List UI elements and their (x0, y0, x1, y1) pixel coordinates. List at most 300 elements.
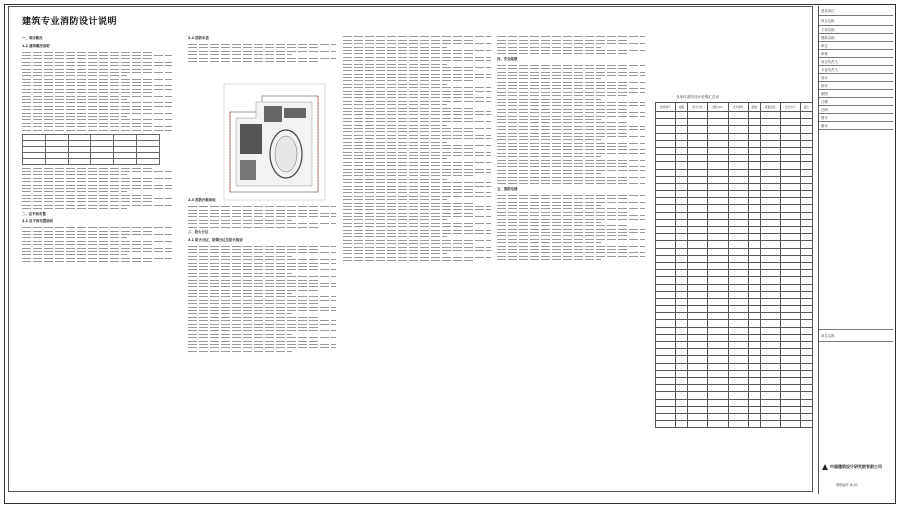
table-cell (748, 270, 760, 277)
section-subheading: 2.1 总平面布置说明 (22, 219, 53, 224)
table-row (656, 155, 813, 162)
table-cell (728, 212, 748, 219)
table-cell (656, 377, 676, 384)
table-cell (708, 277, 729, 284)
table-cell (688, 126, 708, 133)
table-cell (688, 234, 708, 241)
table-cell (708, 291, 729, 298)
title-block-row: 项目名称 (819, 16, 893, 26)
table-cell (728, 349, 748, 356)
table-row (656, 356, 813, 363)
table-cell (675, 241, 687, 248)
table-cell (656, 183, 676, 190)
table-cell (760, 320, 780, 327)
table-cell (780, 291, 800, 298)
table-cell (708, 155, 729, 162)
table-cell (748, 162, 760, 169)
table-cell (675, 377, 687, 384)
table-cell (800, 406, 812, 413)
table-cell (708, 284, 729, 291)
table-cell (748, 377, 760, 384)
table-cell (656, 421, 676, 428)
table-row (656, 298, 813, 305)
table-cell (800, 334, 812, 341)
table-cell (800, 205, 812, 212)
table-cell (760, 342, 780, 349)
table-cell (708, 133, 729, 140)
table-cell (675, 219, 687, 226)
table-cell (688, 349, 708, 356)
table-cell (708, 119, 729, 126)
table-cell (688, 334, 708, 341)
table-cell (748, 291, 760, 298)
table-cell (688, 413, 708, 420)
table-cell (675, 392, 687, 399)
table-cell (760, 349, 780, 356)
table-cell (760, 313, 780, 320)
table-cell (656, 406, 676, 413)
table-cell (688, 155, 708, 162)
table-header: 防火分区 (688, 103, 708, 112)
table-cell (656, 327, 676, 334)
table-cell (675, 205, 687, 212)
table-cell (760, 162, 780, 169)
table-cell (780, 212, 800, 219)
table-cell (748, 155, 760, 162)
drawing-title: 建筑专业消防设计说明 (22, 17, 118, 27)
table-row (656, 320, 813, 327)
table-cell (748, 284, 760, 291)
table-row (656, 198, 813, 205)
table-cell (708, 334, 729, 341)
table-cell (780, 349, 800, 356)
title-block-row: 版本 (819, 122, 893, 130)
table-cell (760, 356, 780, 363)
table-cell (656, 349, 676, 356)
table-row (656, 176, 813, 183)
table-cell (688, 183, 708, 190)
table-cell (675, 255, 687, 262)
table-cell (728, 363, 748, 370)
table-cell (780, 392, 800, 399)
table-cell (708, 270, 729, 277)
table-cell (675, 363, 687, 370)
table-cell (688, 370, 708, 377)
table-cell (675, 327, 687, 334)
table-cell (708, 198, 729, 205)
table-cell (728, 262, 748, 269)
table-row (656, 277, 813, 284)
table-cell (688, 284, 708, 291)
table-cell (688, 377, 708, 384)
table-cell (708, 327, 729, 334)
table-cell (760, 277, 780, 284)
table-cell (675, 334, 687, 341)
table-cell (748, 298, 760, 305)
table-cell (708, 147, 729, 154)
table-cell (780, 183, 800, 190)
section-heading: 二、总平面布置 (22, 211, 46, 216)
table-cell (708, 205, 729, 212)
table-cell (800, 262, 812, 269)
table-cell (728, 327, 748, 334)
table-cell (800, 140, 812, 147)
table-cell (728, 147, 748, 154)
table-cell (656, 313, 676, 320)
table-cell (760, 385, 780, 392)
table-cell (688, 112, 708, 119)
table-cell (728, 176, 748, 183)
table-cell (800, 126, 812, 133)
table-cell (688, 399, 708, 406)
section-subheading: 3.1 防火分区、防烟分区及防火构造 (188, 237, 243, 242)
table-cell (748, 133, 760, 140)
table-cell (675, 133, 687, 140)
title-block-row: 图号 (819, 114, 893, 122)
table-cell (800, 392, 812, 399)
table-cell (728, 198, 748, 205)
table-cell (656, 370, 676, 377)
table-cell (675, 162, 687, 169)
table-cell (675, 176, 687, 183)
table-cell (675, 306, 687, 313)
table-cell (780, 140, 800, 147)
table-cell (728, 413, 748, 420)
table-row (656, 406, 813, 413)
table-cell (656, 356, 676, 363)
table-cell (656, 291, 676, 298)
table-cell (675, 342, 687, 349)
table-cell (728, 377, 748, 384)
table-cell (708, 349, 729, 356)
table-cell (688, 255, 708, 262)
table-cell (760, 248, 780, 255)
table-cell (688, 356, 708, 363)
table-cell (708, 219, 729, 226)
table-cell (675, 284, 687, 291)
table-cell (708, 255, 729, 262)
table-cell (728, 421, 748, 428)
table-cell (708, 298, 729, 305)
table-row (656, 262, 813, 269)
table-row (656, 227, 813, 234)
table-cell (728, 356, 748, 363)
table-cell (760, 241, 780, 248)
table-cell (675, 169, 687, 176)
table-cell (800, 313, 812, 320)
table-row (656, 126, 813, 133)
table-cell (688, 298, 708, 305)
table-cell (800, 176, 812, 183)
title-block-notes-area (819, 130, 893, 330)
table-cell (780, 191, 800, 198)
table-cell (780, 356, 800, 363)
table-cell (728, 219, 748, 226)
table-cell (780, 334, 800, 341)
table-cell (748, 370, 760, 377)
table-cell (760, 327, 780, 334)
table-cell (748, 306, 760, 313)
table-cell (688, 227, 708, 234)
table-cell (748, 248, 760, 255)
table-cell (708, 320, 729, 327)
table-cell (675, 112, 687, 119)
table-cell (760, 119, 780, 126)
table-cell (780, 277, 800, 284)
table-cell (780, 370, 800, 377)
table-cell (708, 385, 729, 392)
table-cell (760, 155, 780, 162)
table-cell (748, 320, 760, 327)
table-cell (728, 298, 748, 305)
table-cell (688, 291, 708, 298)
table-row (656, 349, 813, 356)
table-cell (760, 219, 780, 226)
table-cell (780, 342, 800, 349)
table-cell (760, 212, 780, 219)
table-cell (780, 413, 800, 420)
table-cell (688, 191, 708, 198)
text-column-1 (22, 34, 172, 474)
table-cell (780, 320, 800, 327)
table-cell (656, 191, 676, 198)
table-cell (675, 313, 687, 320)
table-cell (675, 212, 687, 219)
table-cell (675, 291, 687, 298)
table-row (656, 147, 813, 154)
table-cell (748, 399, 760, 406)
table-cell (748, 255, 760, 262)
table-cell (708, 363, 729, 370)
table-cell (760, 298, 780, 305)
table-row (656, 334, 813, 341)
table-cell (760, 183, 780, 190)
table-cell (656, 227, 676, 234)
table-cell (688, 327, 708, 334)
table-cell (728, 140, 748, 147)
table-cell (760, 227, 780, 234)
table-cell (800, 327, 812, 334)
table-cell (728, 234, 748, 241)
table-cell (748, 262, 760, 269)
table-cell (780, 162, 800, 169)
table-cell (760, 126, 780, 133)
table-cell (675, 298, 687, 305)
table-cell (760, 169, 780, 176)
table-cell (708, 126, 729, 133)
table-cell (760, 399, 780, 406)
table-cell (748, 406, 760, 413)
company-logo-icon (822, 464, 828, 470)
table-row (656, 140, 813, 147)
table-cell (748, 327, 760, 334)
table-row (656, 313, 813, 320)
table-cell (780, 284, 800, 291)
summary-table (655, 102, 813, 482)
table-cell (708, 421, 729, 428)
table-header: 建筑编号 (656, 103, 676, 112)
table-cell (760, 176, 780, 183)
table-cell (748, 183, 760, 190)
table-header: 疏散宽度 (760, 103, 780, 112)
table-cell (656, 140, 676, 147)
table-cell (688, 205, 708, 212)
table-cell (800, 291, 812, 298)
table-cell (748, 313, 760, 320)
table-cell (675, 119, 687, 126)
table-cell (656, 320, 676, 327)
table-cell (675, 155, 687, 162)
table-cell (688, 277, 708, 284)
table-cell (675, 191, 687, 198)
table-cell (656, 248, 676, 255)
title-block-row: 审核 (819, 50, 893, 58)
table-cell (688, 262, 708, 269)
table-cell (688, 140, 708, 147)
table-row (656, 284, 813, 291)
table-cell (800, 147, 812, 154)
table-cell (688, 306, 708, 313)
table-cell (760, 140, 780, 147)
table-cell (748, 241, 760, 248)
table-cell (688, 162, 708, 169)
table-cell (708, 406, 729, 413)
title-block-row: 图纸名称 (819, 34, 893, 42)
table-cell (688, 342, 708, 349)
table-cell (708, 140, 729, 147)
table-row (656, 370, 813, 377)
table-cell (748, 112, 760, 119)
table-row (656, 413, 813, 420)
table-cell (688, 169, 708, 176)
table-cell (760, 291, 780, 298)
table-cell (688, 406, 708, 413)
table-cell (675, 399, 687, 406)
table-cell (800, 298, 812, 305)
table-cell (656, 119, 676, 126)
table-cell (656, 176, 676, 183)
title-block-row: 设计 (819, 74, 893, 82)
table-cell (800, 342, 812, 349)
table-cell (760, 406, 780, 413)
section-heading: 三、防火分区 (188, 230, 209, 235)
table-header: 楼栋 (675, 103, 687, 112)
table-cell (708, 356, 729, 363)
table-cell (800, 377, 812, 384)
table-cell (656, 198, 676, 205)
section-heading: 四、安全疏散 (497, 56, 518, 61)
table-cell (656, 392, 676, 399)
table-cell (675, 413, 687, 420)
table-cell (656, 169, 676, 176)
table-cell (728, 284, 748, 291)
table-cell (800, 284, 812, 291)
section-subheading: 1.1 建筑概况说明 (22, 43, 50, 48)
table-row (656, 183, 813, 190)
table-cell (708, 377, 729, 384)
table-cell (800, 306, 812, 313)
title-block-row: 制图 (819, 90, 893, 98)
table-cell (800, 413, 812, 420)
table-cell (708, 191, 729, 198)
table-cell (748, 147, 760, 154)
table-row (656, 342, 813, 349)
table-cell (675, 356, 687, 363)
table-cell (760, 306, 780, 313)
table-cell (656, 255, 676, 262)
table-cell (708, 313, 729, 320)
table-cell (800, 227, 812, 234)
title-block (818, 6, 893, 494)
table-row (656, 392, 813, 399)
table-cell (688, 385, 708, 392)
table-cell (748, 421, 760, 428)
table-cell (800, 198, 812, 205)
project-summary-table (22, 134, 160, 165)
table-row (656, 133, 813, 140)
table-cell (748, 140, 760, 147)
table-cell (780, 262, 800, 269)
table-row (656, 363, 813, 370)
table-cell (728, 306, 748, 313)
table-cell (728, 255, 748, 262)
table-cell (656, 133, 676, 140)
table-cell (675, 227, 687, 234)
table-cell (675, 198, 687, 205)
table-cell (656, 112, 676, 119)
table-cell (728, 205, 748, 212)
table-cell (728, 155, 748, 162)
table-cell (708, 306, 729, 313)
table-cell (675, 385, 687, 392)
table-cell (748, 234, 760, 241)
table-row (656, 421, 813, 428)
table-cell (780, 147, 800, 154)
table-row (656, 205, 813, 212)
table-cell (708, 234, 729, 241)
table-cell (748, 198, 760, 205)
table-cell (780, 176, 800, 183)
table-cell (728, 162, 748, 169)
table-row (656, 191, 813, 198)
table-cell (728, 183, 748, 190)
table-cell (656, 234, 676, 241)
table-cell (780, 227, 800, 234)
table-cell (748, 385, 760, 392)
table-cell (688, 198, 708, 205)
table-row (656, 241, 813, 248)
title-block-row: 建设单位 (819, 6, 893, 16)
table-cell (728, 291, 748, 298)
title-block-row: 子项名称 (819, 26, 893, 34)
table-cell (780, 385, 800, 392)
table-cell (800, 270, 812, 277)
table-cell (780, 198, 800, 205)
table-row (656, 219, 813, 226)
table-cell (708, 413, 729, 420)
table-cell (675, 248, 687, 255)
table-cell (760, 370, 780, 377)
table-cell (780, 155, 800, 162)
table-cell (780, 133, 800, 140)
table-cell (656, 262, 676, 269)
table-cell (748, 126, 760, 133)
table-cell (656, 342, 676, 349)
table-cell (728, 241, 748, 248)
table-cell (780, 377, 800, 384)
table-cell (728, 385, 748, 392)
table-cell (656, 277, 676, 284)
